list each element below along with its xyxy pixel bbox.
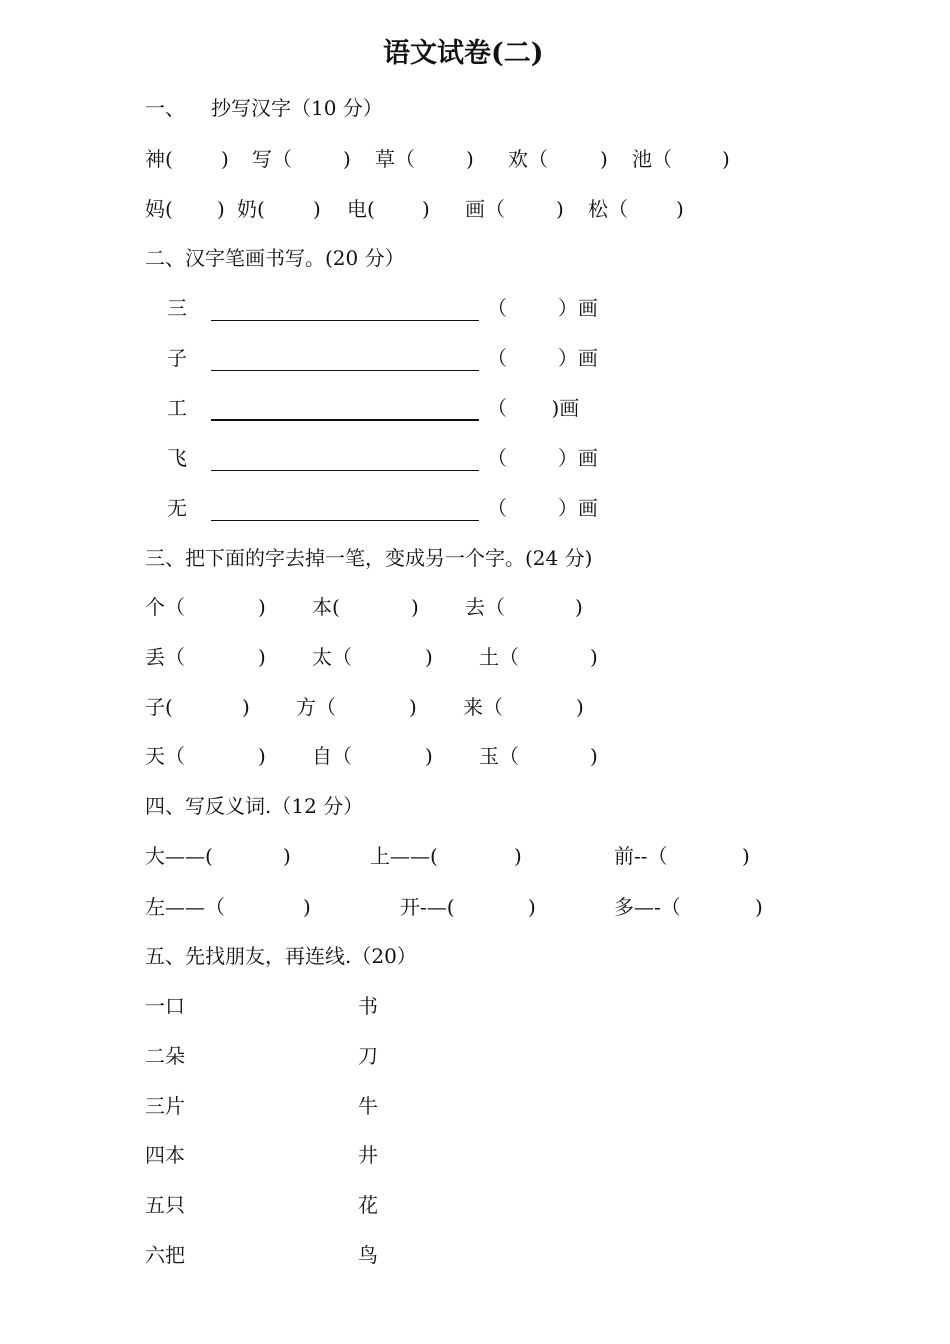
char-close: ) bbox=[411, 595, 419, 619]
match-right-item[interactable]: 井 bbox=[358, 1143, 378, 1167]
page-title: 语文试卷(二) bbox=[383, 38, 544, 69]
char-close: ) bbox=[258, 595, 266, 619]
copy-item-open: 奶( bbox=[237, 197, 265, 221]
match-left-item[interactable]: 三片 bbox=[145, 1094, 185, 1118]
char-close: ) bbox=[425, 645, 433, 669]
match-left-item[interactable]: 四本 bbox=[145, 1143, 185, 1167]
char-open: 自（ bbox=[312, 744, 352, 768]
answer-line[interactable] bbox=[211, 520, 479, 521]
antonym-close: ) bbox=[303, 895, 311, 919]
copy-item-open: 松（ bbox=[588, 197, 628, 221]
copy-item-close: ) bbox=[676, 197, 684, 221]
char-close: ) bbox=[590, 744, 598, 768]
section4-heading: 四、写反义词.（12 分） bbox=[145, 794, 364, 818]
match-right-item[interactable]: 刀 bbox=[358, 1044, 378, 1068]
match-right-item[interactable]: 鸟 bbox=[358, 1243, 378, 1267]
section2-heading: 二、汉字笔画书写。(20 分） bbox=[145, 246, 405, 270]
stroke-char: 子 bbox=[167, 346, 187, 370]
copy-item-close: ) bbox=[422, 197, 430, 221]
match-left-item[interactable]: 六把 bbox=[145, 1243, 185, 1267]
stroke-count-paren: （ ）画 bbox=[487, 346, 598, 370]
stroke-char: 三 bbox=[167, 296, 187, 320]
match-right-item[interactable]: 花 bbox=[358, 1193, 378, 1217]
char-close: ) bbox=[258, 645, 266, 669]
copy-item-open: 欢（ bbox=[508, 147, 548, 171]
section5-heading: 五、先找朋友，再连线.（20） bbox=[145, 944, 417, 968]
char-close: ) bbox=[425, 744, 433, 768]
stroke-char: 飞 bbox=[167, 446, 187, 470]
copy-item-open: 电( bbox=[347, 197, 375, 221]
answer-line[interactable] bbox=[211, 419, 479, 421]
stroke-char: 工 bbox=[167, 396, 187, 420]
match-left-item[interactable]: 五只 bbox=[145, 1193, 185, 1217]
char-close: ) bbox=[590, 645, 598, 669]
section3-heading: 三、把下面的字去掉一笔，变成另一个字。(24 分) bbox=[145, 546, 593, 570]
antonym-close: ) bbox=[283, 844, 291, 868]
antonym-open: 开-—( bbox=[400, 895, 455, 919]
antonym-open: 左——（ bbox=[145, 895, 225, 919]
match-left-item[interactable]: 一口 bbox=[145, 994, 185, 1018]
antonym-open: 上——( bbox=[370, 844, 438, 868]
stroke-count-paren: （ )画 bbox=[487, 396, 580, 420]
copy-item-open: 妈( bbox=[145, 197, 173, 221]
copy-item-close: ) bbox=[466, 147, 474, 171]
char-open: 去（ bbox=[465, 595, 505, 619]
answer-line[interactable] bbox=[211, 470, 479, 471]
copy-item-close: ) bbox=[313, 197, 321, 221]
stroke-char: 无 bbox=[167, 496, 187, 520]
match-left-item[interactable]: 二朵 bbox=[145, 1044, 185, 1068]
char-open: 本( bbox=[312, 595, 340, 619]
char-close: ) bbox=[409, 695, 417, 719]
char-open: 个（ bbox=[145, 595, 185, 619]
copy-item-close: ) bbox=[221, 147, 229, 171]
stroke-count-paren: （ ）画 bbox=[487, 296, 598, 320]
char-open: 丢（ bbox=[145, 645, 185, 669]
char-close: ) bbox=[242, 695, 250, 719]
copy-item-close: ) bbox=[722, 147, 730, 171]
section1-number: 一、 bbox=[145, 96, 185, 120]
copy-item-open: 写（ bbox=[252, 147, 292, 171]
antonym-close: ) bbox=[514, 844, 522, 868]
copy-item-close: ) bbox=[600, 147, 608, 171]
char-open: 玉（ bbox=[479, 744, 519, 768]
char-open: 来（ bbox=[463, 695, 503, 719]
char-close: ) bbox=[575, 595, 583, 619]
copy-item-open: 池（ bbox=[632, 147, 672, 171]
answer-line[interactable] bbox=[211, 320, 479, 321]
antonym-open: 大——( bbox=[145, 844, 213, 868]
copy-item-close: ) bbox=[556, 197, 564, 221]
section1-heading: 抄写汉字（10 分） bbox=[211, 96, 383, 120]
char-open: 子( bbox=[145, 695, 173, 719]
copy-item-open: 神( bbox=[145, 147, 173, 171]
char-open: 天（ bbox=[145, 744, 185, 768]
char-close: ) bbox=[258, 744, 266, 768]
antonym-close: ) bbox=[755, 895, 763, 919]
antonym-open: 多—-（ bbox=[614, 895, 681, 919]
char-open: 太（ bbox=[312, 645, 352, 669]
match-right-item[interactable]: 牛 bbox=[358, 1094, 378, 1118]
antonym-close: ) bbox=[742, 844, 750, 868]
copy-item-close: ) bbox=[217, 197, 225, 221]
answer-line[interactable] bbox=[211, 370, 479, 371]
char-close: ) bbox=[576, 695, 584, 719]
antonym-close: ) bbox=[528, 895, 536, 919]
antonym-open: 前--（ bbox=[614, 844, 668, 868]
stroke-count-paren: （ ）画 bbox=[487, 496, 598, 520]
copy-item-open: 草（ bbox=[375, 147, 415, 171]
char-open: 方（ bbox=[296, 695, 336, 719]
match-right-item[interactable]: 书 bbox=[358, 994, 378, 1018]
stroke-count-paren: （ ）画 bbox=[487, 446, 598, 470]
copy-item-close: ) bbox=[343, 147, 351, 171]
char-open: 土（ bbox=[479, 645, 519, 669]
copy-item-open: 画（ bbox=[465, 197, 505, 221]
